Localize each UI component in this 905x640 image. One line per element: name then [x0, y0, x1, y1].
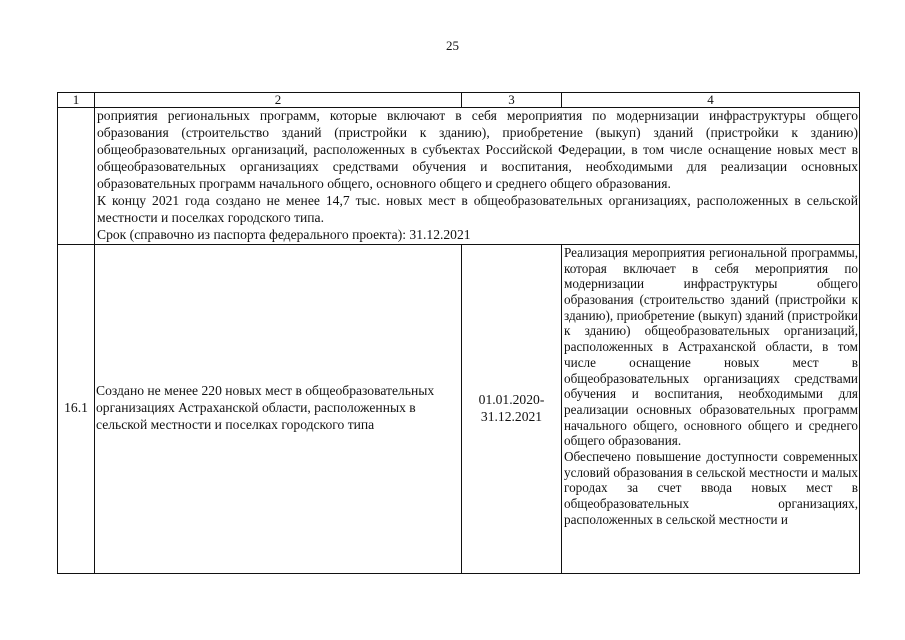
- row-number: 16.1: [58, 244, 95, 573]
- column-header-2: 2: [95, 93, 462, 108]
- description-paragraph: Реализация мероприятия региональной программы, которая включает в себя мероприятия по модернизации инфраструктуры общего образования (строительство зданий (пристройки к зданию), приобретение (выкуп) зданий (пристройки к зданию) общеобразовательных организаций, расположенных в Астраханской области, в том числе оснащение новых мест в общеобразовательных организациях средствами обучения и воспитания, необходимыми для реализации основных образовательных программ начального общего, основного общего и среднего общего образования.: [564, 244, 858, 449]
- date-start: 01.01.2020-: [478, 391, 545, 407]
- empty-number-cell: [58, 108, 95, 245]
- table-row: [58, 244, 860, 573]
- table-header-row: [58, 93, 860, 108]
- column-header-1: 1: [58, 93, 95, 108]
- merged-paragraph: роприятия региональных программ, которые включают в себя мероприятия по модернизации инфраструктуры общего образования (строительство зданий (пристройки к зданию), приобретение (выкуп) зданий (пристройки к зданию) общеобразовательных организаций, расположенных в субъектах Российской Федерации, в том числе оснащение новых мест в общеобразовательных организациях средствами обучения и воспитания, необходимыми для реализации основных образовательных программ начального общего, основного общего и среднего общего образования.: [97, 108, 858, 191]
- merged-description-row: [58, 108, 860, 245]
- merged-paragraph: Срок (справочно из паспорта федерального проекта): 31.12.2021: [97, 226, 471, 242]
- row-title: Создано не менее 220 новых мест в общеобразовательных организациях Астраханской области, расположенных в сельской местности и поселках городского типа: [95, 244, 462, 573]
- row-description: [562, 244, 860, 573]
- page-number: 25: [446, 38, 459, 53]
- merged-paragraph: К концу 2021 года создано не менее 14,7 тыс. новых мест в общеобразовательных организациях, расположенных в сельской местности и поселках городского типа.: [97, 192, 858, 225]
- column-header-4: 4: [562, 93, 860, 108]
- document-table: [57, 92, 860, 574]
- row-dates: [462, 244, 562, 573]
- merged-description-cell: [95, 108, 860, 245]
- column-header-3: 3: [462, 93, 562, 108]
- date-end: 31.12.2021: [480, 408, 543, 424]
- description-paragraph: Обеспечено повышение доступности современных условий образования в сельской местности и малых городах за счет ввода новых мест в общеобразовательных организациях, расположенных в сельской местности и: [564, 449, 858, 527]
